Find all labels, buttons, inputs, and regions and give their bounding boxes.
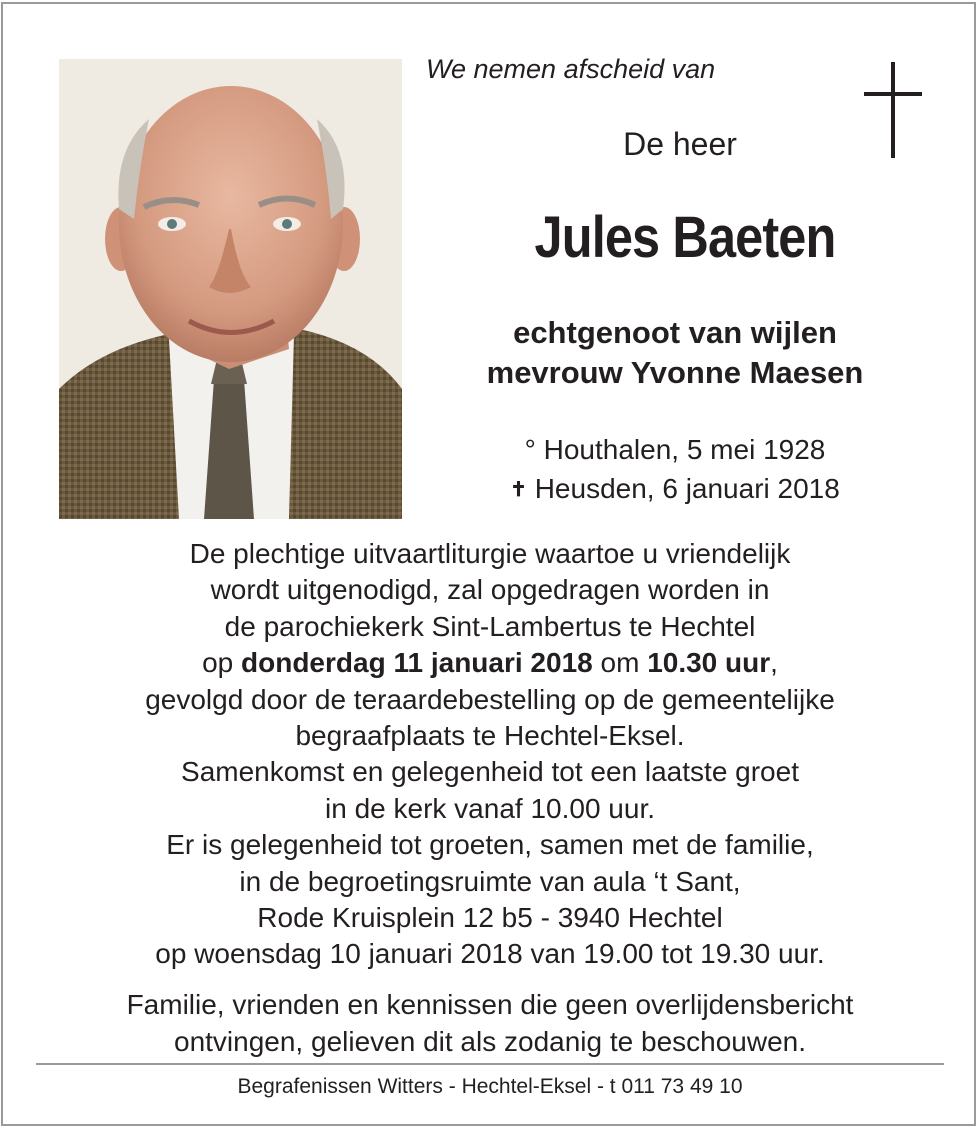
birth-symbol: °	[524, 434, 536, 465]
funeral-home-footer: Begrafenissen Witters - Hechtel-Eksel - t 011 73 49 10	[237, 1075, 743, 1098]
death-text: Heusden, 6 januari 2018	[534, 473, 840, 504]
ceremony-line: Samenkomst en gelegenheid tot een laatste groet	[181, 756, 799, 788]
honorific: De heer	[623, 126, 737, 162]
ceremony-line: Er is gelegenheid tot groeten, samen met de familie,	[166, 829, 814, 861]
divider	[36, 1063, 944, 1065]
closing-line-1: Familie, vrienden en kennissen die geen overlijdensbericht	[126, 989, 854, 1020]
spouse-info	[410, 313, 940, 393]
death-line	[470, 469, 880, 510]
ceremony-date-line	[30, 645, 950, 681]
death-symbol: ✝	[510, 479, 527, 501]
ceremony-line: De plechtige uitvaartliturgie waartoe u vriendelijk	[189, 538, 791, 569]
date-prefix: op	[202, 647, 234, 679]
ceremony-line: in de kerk vanaf 10.00 uur.	[325, 792, 655, 824]
intro-text: We nemen afscheid van	[426, 54, 716, 84]
ceremony-line: begraafplaats te Hechtel-Eksel.	[295, 720, 685, 752]
ceremony-details	[30, 536, 950, 973]
ceremony-line: Rode Kruisplein 12 b5 - 3940 Hechtel	[257, 902, 723, 934]
portrait-illustration	[59, 59, 402, 519]
ceremony-line: gevolgd door de teraardebestelling op de gemeentelijke	[145, 683, 835, 715]
spouse-line-1: echtgenoot van wijlen	[513, 315, 837, 350]
date-suffix: ,	[770, 647, 778, 679]
life-dates	[470, 430, 880, 510]
ceremony-line: op woensdag 10 januari 2018 van 19.00 tot 19.30 uur.	[155, 938, 825, 970]
birth-line	[470, 430, 880, 469]
ceremony-time: 10.30 uur	[647, 647, 771, 679]
closing-note	[30, 986, 950, 1060]
deceased-name: Jules Baeten	[534, 205, 836, 270]
date-mid: om	[600, 647, 640, 679]
spouse-line-2: mevrouw Yvonne Maesen	[486, 355, 864, 390]
ceremony-line: in de begroetingsruimte van aula ‘t Sant,	[239, 865, 741, 897]
birth-text: Houthalen, 5 mei 1928	[543, 434, 826, 465]
ceremony-line: de parochiekerk Sint-Lambertus te Hechtel	[224, 610, 756, 642]
ceremony-date: donderdag 11 januari 2018	[241, 647, 593, 679]
ceremony-line: wordt uitgenodigd, zal opgedragen worden in	[210, 574, 770, 606]
portrait-photo	[59, 59, 402, 519]
closing-line-2: ontvingen, gelieven dit als zodanig te beschouwen.	[174, 1026, 806, 1057]
